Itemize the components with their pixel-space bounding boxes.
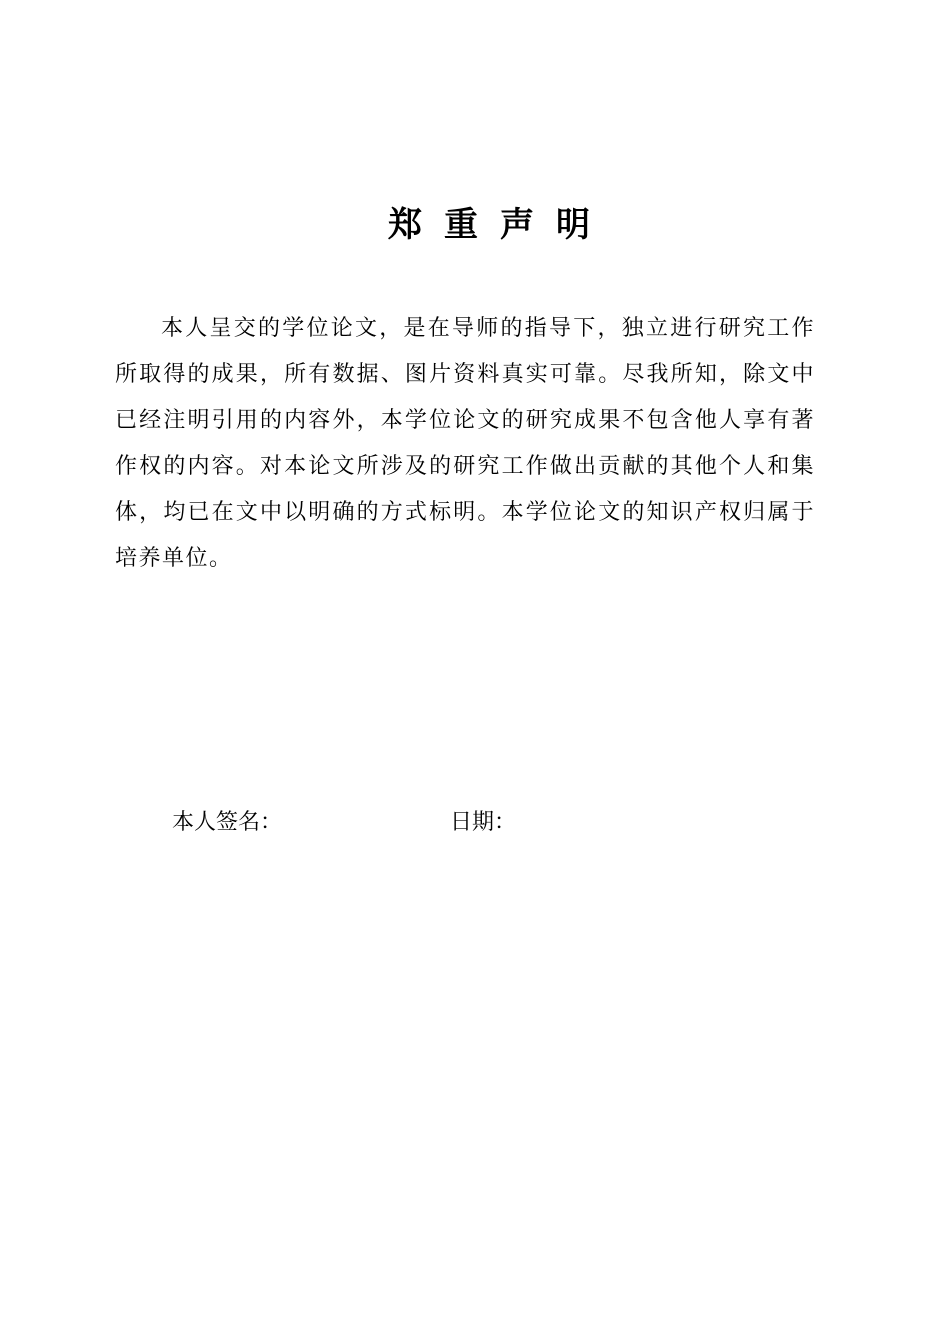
declaration-paragraph: 本人呈交的学位论文，是在导师的指导下，独立进行研究工作所取得的成果，所有数据、图片资料真实可靠。尽我所知，除文中已经注明引用的内容外，本学位论文的研究成果不包含他人享有著作权的内容。对本论文所涉及的研究工作做出贡献的其他个人和集体，均已在文中以明确的方式标明。本学位论文的知识产权归属于培养单位。 xyxy=(115,316,815,571)
signature-label: 本人签名： xyxy=(172,810,283,835)
page-title: 郑重声明 xyxy=(388,205,612,245)
date-label: 日期： xyxy=(450,810,517,835)
